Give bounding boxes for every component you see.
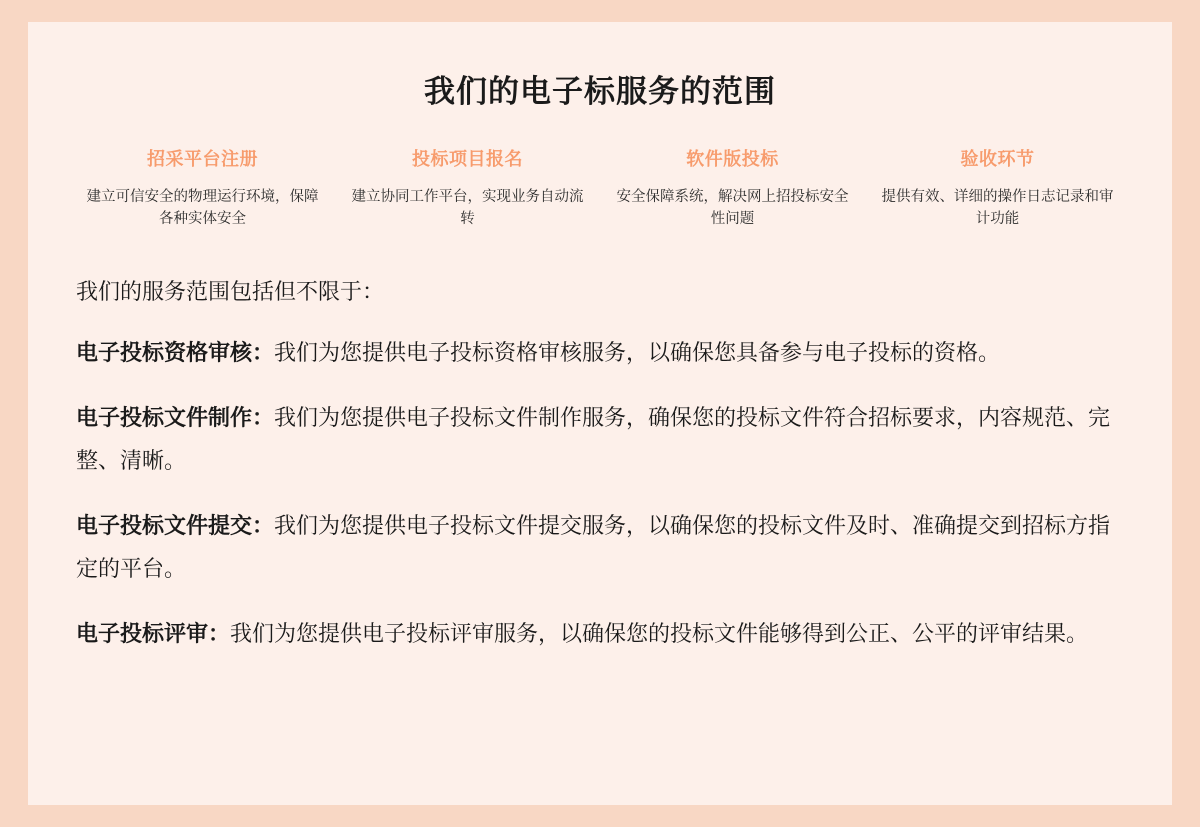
feature-item — [70, 145, 335, 231]
service-label: 电子投标评审： — [76, 620, 231, 646]
service-paragraph — [76, 505, 1124, 591]
service-text: 我们为您提供电子投标文件提交服务，以确保您的投标文件及时、准确提交到招标方指定的平台。 — [76, 513, 1111, 581]
service-text: 我们为您提供电子投标评审服务，以确保您的投标文件能够得到公正、公平的评审结果。 — [230, 620, 1089, 646]
service-label: 电子投标文件制作： — [76, 405, 275, 431]
feature-title: 投标项目报名 — [412, 149, 523, 169]
page-title: 我们的电子标服务的范围 — [424, 74, 776, 109]
feature-item — [335, 145, 600, 231]
body-content — [70, 273, 1130, 656]
service-paragraph — [76, 397, 1124, 483]
feature-title: 验收环节 — [960, 149, 1035, 169]
feature-item — [600, 145, 865, 231]
service-text: 我们为您提供电子投标资格审核服务，以确保您具备参与电子投标的资格。 — [274, 340, 1001, 366]
feature-item — [865, 145, 1130, 231]
feature-title: 招采平台注册 — [147, 149, 258, 169]
feature-description: 提供有效、详细的操作日志记录和审计功能 — [881, 189, 1114, 228]
feature-list — [70, 145, 1130, 231]
lead-paragraph: 我们的服务范围包括但不限于： — [76, 278, 385, 304]
feature-title: 软件版投标 — [686, 149, 779, 169]
service-label: 电子投标文件提交： — [76, 513, 275, 538]
service-label: 电子投标资格审核： — [76, 340, 275, 366]
feature-description: 建立协同工作平台，实现业务自动流转 — [351, 189, 584, 228]
service-paragraph — [76, 332, 1124, 375]
service-paragraph — [76, 613, 1124, 656]
service-text: 我们为您提供电子投标文件制作服务，确保您的投标文件符合招标要求，内容规范、完整、清晰。 — [76, 405, 1111, 474]
content-card — [28, 22, 1172, 805]
feature-description: 安全保障系统，解决网上招投标安全性问题 — [616, 189, 849, 228]
feature-description: 建立可信安全的物理运行环境，保障各种实体安全 — [86, 189, 319, 228]
